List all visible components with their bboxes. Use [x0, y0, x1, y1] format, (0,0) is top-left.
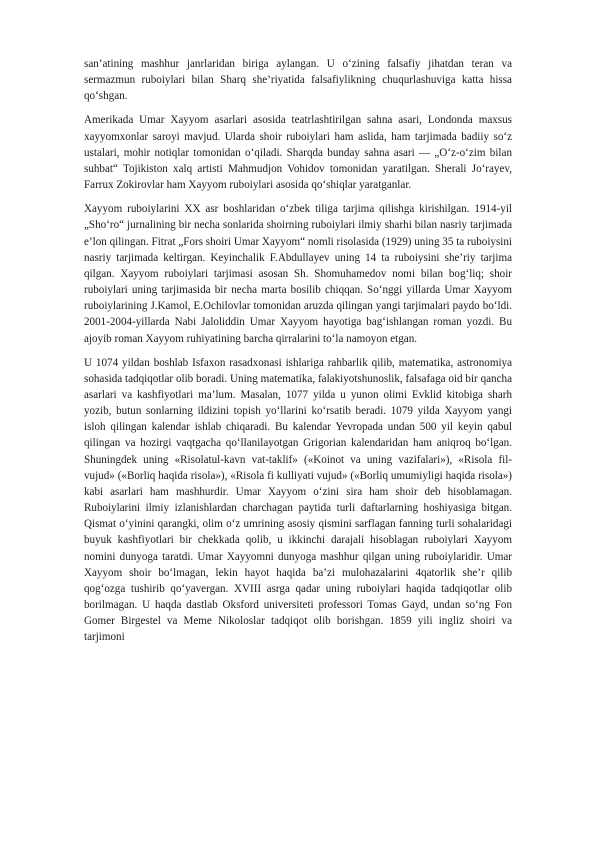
- paragraph: Xayyom ruboiylarini XX asr boshlaridan o‘zbek tiliga tarjima qilishga kirishilgan. 1914-yil „Sho‘ro“ jurnalining bir necha sonlarida shoirning ruboiylari ilmiy sharhi bilan nasriy tarjimada e’lon qilingan. Fitrat „Fors shoiri Umar Xayyom“ nomli risolasida (1929) uning 35 ta ruboiysini nasriy tarjimada keltirgan. Keyinchalik F.Abdullayev uning 14 ta ruboiysini she’riy tarjima qilgan. Xayyom ruboiylari tarjimasi asosan Sh. Shomuhamedov nomi bilan bog‘liq; shoir ruboiylari uning tarjimasida bir necha marta bosilib chiqqan. So‘nggi yillarda Umar Xayyom ruboiylarining J.Kamol, E.Ochilovlar tomonidan aruzda qilingan yangi tarjimalari paydo bo‘ldi. 2001-2004-yillarda Nabi Jaloliddin Umar Xayyom hayotiga bag‘ishlangan roman yozdi. Bu ajoyib roman Xayyom ruhiyatining barcha qirralarini to‘la namoyon etgan.: [84, 203, 512, 345]
- paragraph: U 1074 yildan boshlab Isfaxon rasadxonasi ishlariga rahbarlik qilib, matematika, astronomiya sohasida tadqiqotlar olib boradi. Uning matematika, falakiyotshunoslik, falsafaga oid bir qancha asarlari va kashfiyotlari ma’lum. Masalan, 1077 yilda u yunon olimi Evklid kitobiga sharh yozib, butun sonlarning ildizini topish yo‘llarini ko‘rsatib beradi. 1079 yilda Xayyom yangi isloh qilingan kalendar ishlab chiqaradi. Bu kalendar Yevropada undan 500 yil keyin qabul qilingan va hozirgi vaqtgacha qo‘llanilayotgan Grigorian kalendaridan ham aniqroq bo‘lgan. Shuningdek uning «Risolatul-kavn vat-taklif» («Koinot va uning vazifalari»), «Risola fil-vujud» («Borliq haqida risola»), «Risola fi kulliyati vujud» («Borliq umumiyligi haqida risola») kabi asarlari ham mashhurdir. Umar Xayyom o‘zini sira ham shoir deb hisoblamagan. Ruboiylarini ilmiy izlanishlardan charchagan paytida turli daftarlarning hoshiyasiga bitgan. Qismat o‘yinini qarangki, olim o‘z umrining asosiy qismini sarflagan fanning turli sohalaridagi buyuk kashfiyotlari bir chekkada qolib, u ikkinchi darajali hisoblagan ruboiylari Xayyom nomini dunyoga taratdi. Umar Xayyomni dunyoga mashhur qilgan uning ruboiylaridir. Umar Xayyom shoir bo‘lmagan, lekin hayot haqida ba’zi mulohazalarini 4qatorlik she’r qilib qog‘ozga tushirib qo‘yavergan. XVIII asrga qadar uning ruboiylari haqida tadqiqotlar olib borilmagan. U haqda dastlab Oksford universiteti professori Tomas Gayd, undan so‘ng Fon Gomer Birgestel va Meme Nikoloslar tadqiqot olib borishgan. 1859 yili ingliz shoiri va tarjimoni: [84, 356, 512, 644]
- paragraph: Amerikada Umar Xayyom asarlari asosida teatrlashtirilgan sahna asari, Londonda maxsus xayyomxonlar saroyi mavjud. Ularda shoir ruboiylari ham aslida, ham tarjimada badiiy so‘z ustalari, mohir notiqlar tomonidan o‘qiladi. Sharqda bunday sahna asari — „O‘z-o‘zim bilan suhbat“ Tojikiston xalq artisti Mahmudjon Vohidov tomonidan yaratilgan. Sherali Jo‘rayev, Farrux Zokirovlar ham Xayyom ruboiylari asosida qo‘shiqlar yaratganlar.: [84, 114, 512, 192]
- document-body: [84, 56, 512, 653]
- paragraph: san’atining mashhur janrlaridan biriga aylangan. U o‘zining falsafiy jihatdan teran va sermazmun ruboiylari bilan Sharq she’riyatida falsafiylikning chuqurlashuviga katta hissa qo‘shgan.: [84, 58, 512, 103]
